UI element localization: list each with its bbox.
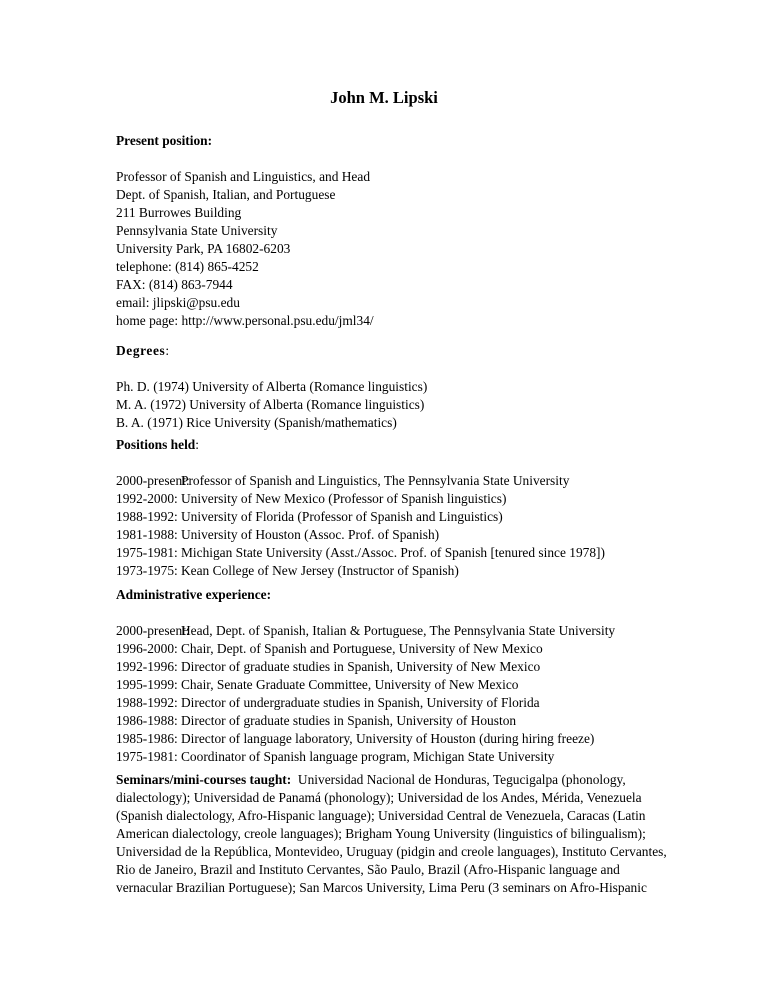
telephone-line: telephone: (814) 865-4252 <box>116 259 259 274</box>
seminars-heading: Seminars/mini-courses taught: <box>116 772 292 787</box>
position-row <box>116 526 605 544</box>
degree-item: B. A. (1971) Rice University (Spanish/mathematics) <box>116 415 397 430</box>
degree-item: Ph. D. (1974) University of Alberta (Romance linguistics) <box>116 379 428 394</box>
administrative-heading: Administrative experience: <box>116 587 272 602</box>
degrees-section <box>116 342 427 432</box>
admin-row <box>116 748 615 766</box>
admin-date: 1995-1999: <box>116 677 178 692</box>
admin-date: 1986-1988: <box>116 713 178 728</box>
admin-date: 1985-1986: <box>116 731 178 746</box>
email-line: email: jlipski@psu.edu <box>116 295 240 310</box>
seminars-line: Rio de Janeiro, Brazil and Instituto Cervantes, São Paulo, Brazil (Afro-Hispanic language and <box>116 862 620 877</box>
seminars-line: dialectology); Universidad de Panamá (phonology); Universidad de los Andes, Mérida, Venezuela <box>116 790 642 805</box>
admin-desc: Director of language laboratory, University of Houston (during hiring freeze) <box>181 731 595 746</box>
position-row <box>116 508 605 526</box>
position-desc: Kean College of New Jersey (Instructor of Spanish) <box>181 563 459 578</box>
homepage-line: home page: http://www.personal.psu.edu/jml34/ <box>116 313 374 328</box>
page-title: John M. Lipski <box>330 88 438 107</box>
position-date: 1973-1975: <box>116 563 178 578</box>
position-desc: Michigan State University (Asst./Assoc. Prof. of Spanish [tenured since 1978]) <box>181 545 605 560</box>
position-desc: University of New Mexico (Professor of Spanish linguistics) <box>181 491 507 506</box>
position-row <box>116 472 605 490</box>
building-line: 211 Burrowes Building <box>116 205 242 220</box>
admin-date: 1996-2000: <box>116 641 178 656</box>
admin-desc: Director of graduate studies in Spanish, University of Houston <box>181 713 517 728</box>
position-date: 2000-present: <box>116 473 190 488</box>
fax-line: FAX: (814) 863-7944 <box>116 277 233 292</box>
admin-desc: Director of graduate studies in Spanish, University of New Mexico <box>181 659 541 674</box>
administrative-section <box>116 586 615 766</box>
department-line: Dept. of Spanish, Italian, and Portuguese <box>116 187 336 202</box>
position-row <box>116 562 605 580</box>
admin-desc: Chair, Senate Graduate Committee, University of New Mexico <box>181 677 519 692</box>
position-date: 1992-2000: <box>116 491 178 506</box>
admin-date: 1975-1981: <box>116 749 178 764</box>
position-desc: Professor of Spanish and Linguistics, The Pennsylvania State University <box>181 473 570 488</box>
city-line: University Park, PA 16802-6203 <box>116 241 291 256</box>
seminars-line <box>116 771 676 789</box>
positions-held-section <box>116 436 605 580</box>
admin-row <box>116 712 615 730</box>
position-date: 1975-1981: <box>116 545 178 560</box>
position-line: Professor of Spanish and Linguistics, and Head <box>116 169 371 184</box>
admin-desc: Head, Dept. of Spanish, Italian & Portuguese, The Pennsylvania State University <box>181 623 616 638</box>
admin-desc: Coordinator of Spanish language program, Michigan State University <box>181 749 555 764</box>
admin-desc: Chair, Dept. of Spanish and Portuguese, University of New Mexico <box>181 641 543 656</box>
position-date: 1981-1988: <box>116 527 178 542</box>
degree-item: M. A. (1972) University of Alberta (Romance linguistics) <box>116 397 425 412</box>
admin-row <box>116 622 615 640</box>
positions-held-heading: Positions held <box>116 437 196 452</box>
admin-row <box>116 640 615 658</box>
position-row <box>116 544 605 562</box>
position-desc: University of Houston (Assoc. Prof. of Spanish) <box>181 527 440 542</box>
positions-colon: : <box>195 437 199 452</box>
positions-heading-row <box>116 436 605 454</box>
seminars-section <box>116 771 676 897</box>
seminars-line: Universidad de la República, Montevideo, Uruguay (pidgin and creole languages), Instituto Cervantes, <box>116 844 667 859</box>
admin-row <box>116 676 615 694</box>
admin-date: 1988-1992: <box>116 695 178 710</box>
degrees-colon: : <box>165 343 170 358</box>
university-line: Pennsylvania State University <box>116 223 278 238</box>
present-position-section <box>116 132 374 330</box>
seminars-line: (Spanish dialectology, Afro-Hispanic language); Universidad Central de Venezuela, Caracas (Latin <box>116 808 646 823</box>
degrees-heading: Degrees <box>116 343 166 358</box>
admin-date: 2000-present: <box>116 623 190 638</box>
degrees-heading-row <box>116 342 427 360</box>
position-row <box>116 490 605 508</box>
admin-row <box>116 730 615 748</box>
seminars-line: American dialectology, creole languages); Brigham Young University (linguistics of bilingualism); <box>116 826 646 841</box>
position-date: 1988-1992: <box>116 509 178 524</box>
admin-row <box>116 658 615 676</box>
present-position-heading: Present position: <box>116 133 213 148</box>
seminars-text: Universidad Nacional de Honduras, Tegucigalpa (phonology, <box>297 772 626 787</box>
admin-date: 1992-1996: <box>116 659 178 674</box>
admin-desc: Director of undergraduate studies in Spanish, University of Florida <box>181 695 540 710</box>
admin-row <box>116 694 615 712</box>
position-desc: University of Florida (Professor of Spanish and Linguistics) <box>181 509 503 524</box>
seminars-line: vernacular Brazilian Portuguese); San Marcos University, Lima Peru (3 seminars on Afro-Hispanic <box>116 880 647 895</box>
